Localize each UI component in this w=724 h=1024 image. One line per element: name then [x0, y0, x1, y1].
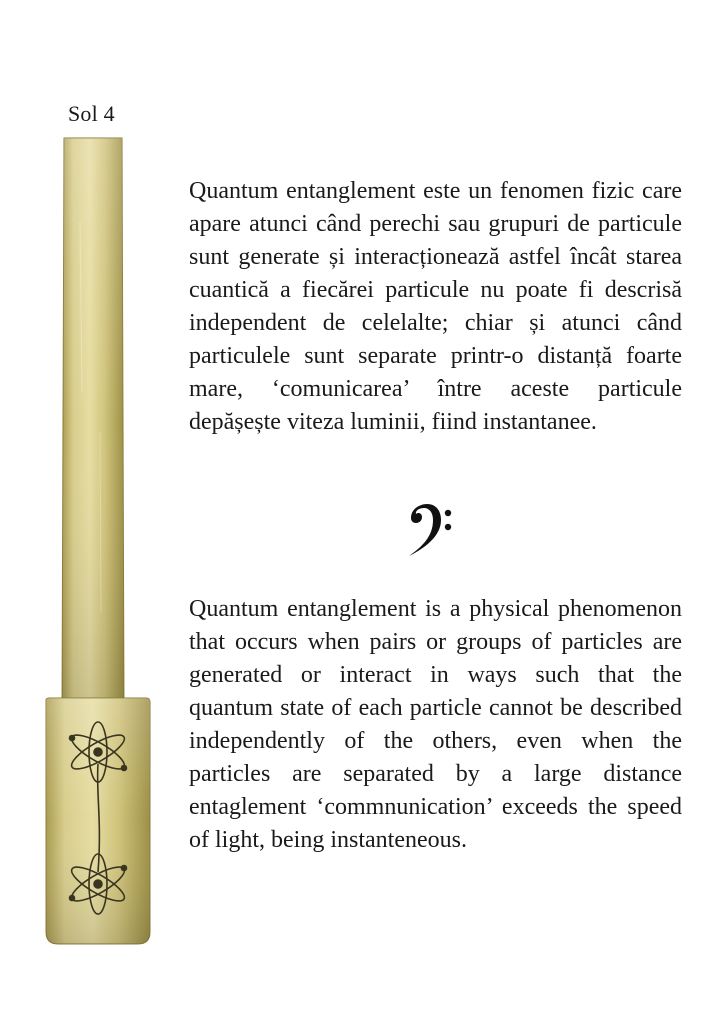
- paragraph-english: Quantum entanglement is a physical phenomenon that occurs when pairs or groups of particles are generated or interact in ways such that the quantum state of each particle cannot be described independently of the others, even when the particles are separated by a large distance entaglement ‘commnunication’ exceeds the speed of light, being instanteneous.: [189, 596, 682, 853]
- bass-clef-icon: [405, 502, 453, 558]
- paragraph-romanian: Quantum entanglement este un fenomen fizic care apare atunci când perechi sau grupuri de particule sunt generate și interacționează astfel încât starea cuantică a fiecărei particule nu poate fi descrisă independent de celelalte; chiar și atunci când particulele sunt separate printr-o distanță foarte mare, ‘comunicarea’ între aceste particule depășește viteza luminii, fiind instantanee.: [189, 178, 682, 435]
- page-label: Sol 4: [68, 101, 115, 126]
- brass-tuning-plate: [40, 132, 170, 952]
